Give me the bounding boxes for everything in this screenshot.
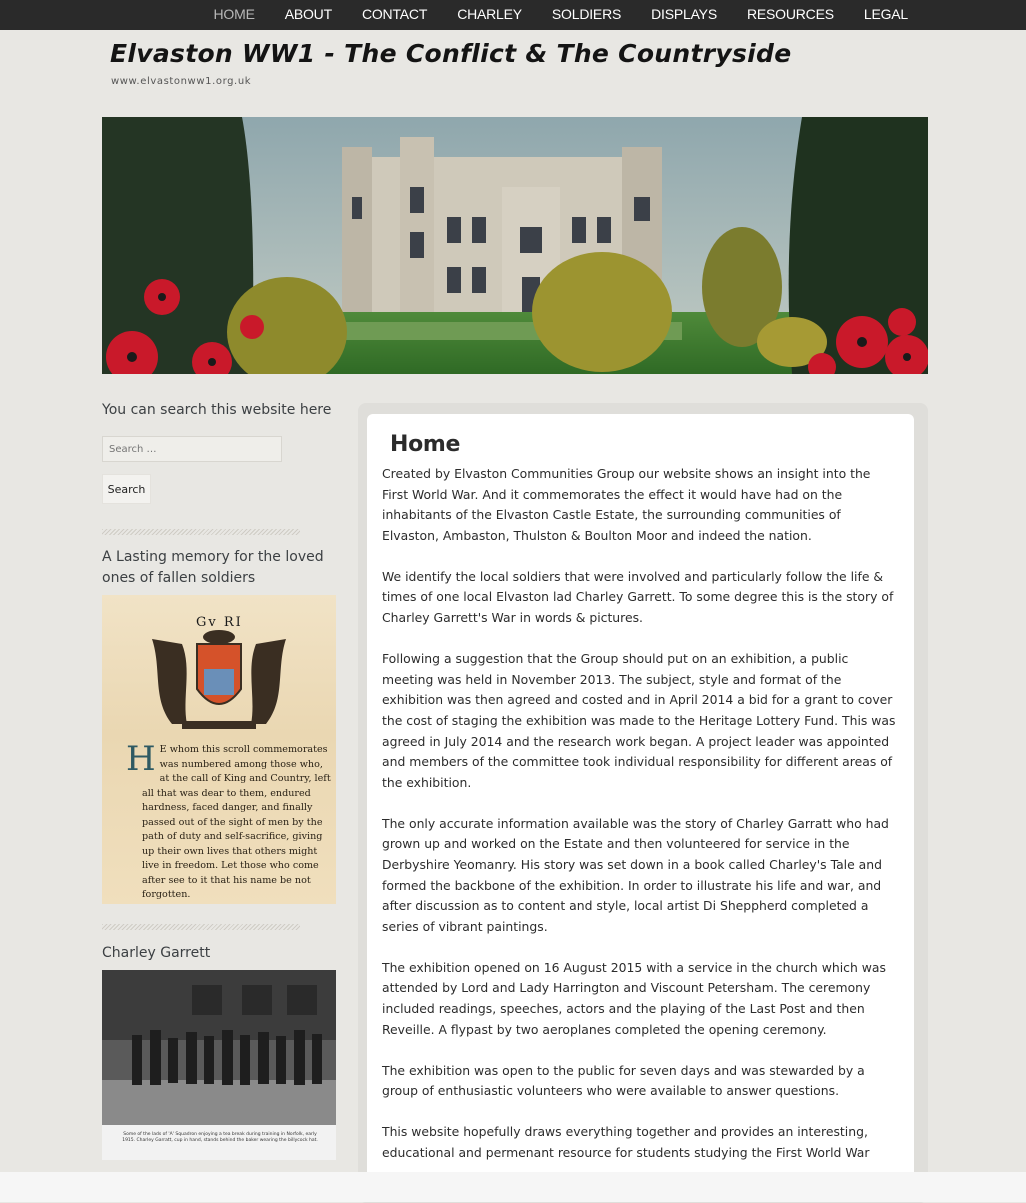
main-content (367, 414, 914, 1202)
content-paragraph: The exhibition was open to the public for seven days and was stewarded by a group of enthusiastic volunteers who were available to answer questions. (382, 1062, 865, 1099)
content-paragraph: This website hopefully draws everything together and provides an interesting, educational and permenant resource for students studying the First World War (382, 1124, 870, 1161)
page-title: Home (390, 432, 461, 457)
site-url: www.elvastonww1.org.uk (111, 76, 252, 87)
photo-caption: Some of the lads of 'A' Squadron enjoying a tea break during training in Norfolk, early 1915. Charley Garratt, cup in hand, stands behind the baker wearing the billycock hat. (122, 1132, 318, 1143)
content-paragraph: Following a suggestion that the Group should put on an exhibition, a public meeting was held in November 2013. The subject, style and format of the exhibition was then agreed and costed and in April 2014 a bid for a grant to cover the cost of staging the exhibition was made to the Heritage Lottery Fund. This was agreed in July 2014 and the research work began. A project leader was appointed and members of the committee took individual responsibility for different areas of the exhibition. (382, 651, 896, 790)
scroll-text: E whom this scroll commemorates was numbered among those who, at the call of King and Country, left all that was dear to them, endured hardness, faced danger, and finally passed out of the sight of men by the path of duty and self-sacrifice, giving up their own lives that others might live in freedom. Let those who come after see to it that his name be not forgotten. (142, 744, 331, 900)
content-paragraph: The exhibition opened on 16 August 2015 with a service in the church which was attended by Lord and Lady Harrington and Viscount Petersham. The ceremony included readings, speeches, actors and the playing of the Last Post and then Reveille. A flypast by two aeroplanes completed the opening ceremony. (382, 959, 886, 1037)
nav-item-about[interactable]: ABOUT (284, 6, 332, 22)
widget-divider (102, 529, 300, 535)
royal-coat-of-arms-icon (142, 629, 296, 733)
charley-widget-title: Charley Garrett (102, 945, 211, 961)
content-paragraph: Created by Elvaston Communities Group our website shows an insight into the First World War. And it commemorates the effect it would have had on the inhabitants of the Elvaston Castle Estate, the surrounding communities of Elvaston, Ambaston, Thulston & Boulton Moor and indeed the nation. (382, 466, 871, 543)
search-widget-title: You can search this website here (102, 402, 332, 418)
nav-item-displays[interactable]: DISPLAYS (651, 6, 717, 22)
memory-widget-title: A Lasting memory for the loved ones of fallen soldiers (102, 549, 324, 586)
nav-item-resources[interactable]: RESOURCES (746, 6, 834, 22)
nav-menu (199, 0, 923, 28)
content-paragraph: We identify the local soldiers that were involved and particularly follow the life & times of one local Elvaston lad Charley Garrett. To some degree this is the story of Charley Garrett's War in words & pictures. (382, 568, 894, 626)
header-banner-image (102, 117, 928, 374)
page-bottom-bar (0, 1172, 1026, 1202)
nav-item-home[interactable]: HOME (213, 6, 255, 22)
site-title[interactable]: Elvaston WW1 - The Conflict & The Countryside (110, 39, 792, 68)
widget-divider (102, 924, 300, 930)
nav-item-contact[interactable]: CONTACT (361, 6, 428, 22)
scroll-drop-cap: H (126, 739, 156, 779)
content-paragraph: The only accurate information available was the story of Charley Garratt who had grown up and worked on the Estate and then volunteered for service in the Derbyshire Yeomanry. His story was set down in a book called Charley's Tale and formed the backbone of the exhibition. In order to illustrate his life and war, and after discussion as to content and style, local artist Di Sheppherd completed a series of vibrant paintings. (382, 815, 889, 934)
nav-item-charley[interactable]: CHARLEY (457, 6, 522, 22)
charley-garrett-photo[interactable] (102, 970, 336, 1160)
scroll-inscription (126, 739, 332, 903)
top-navigation (0, 0, 1026, 30)
search-button[interactable]: Search (102, 474, 151, 504)
nav-item-legal[interactable]: LEGAL (863, 6, 908, 22)
search-input[interactable] (102, 436, 282, 462)
nav-item-soldiers[interactable]: SOLDIERS (551, 6, 622, 22)
scroll-royal-cipher: Gv RI (196, 615, 243, 630)
sidebar (102, 400, 336, 1143)
memorial-scroll-image (102, 595, 336, 904)
